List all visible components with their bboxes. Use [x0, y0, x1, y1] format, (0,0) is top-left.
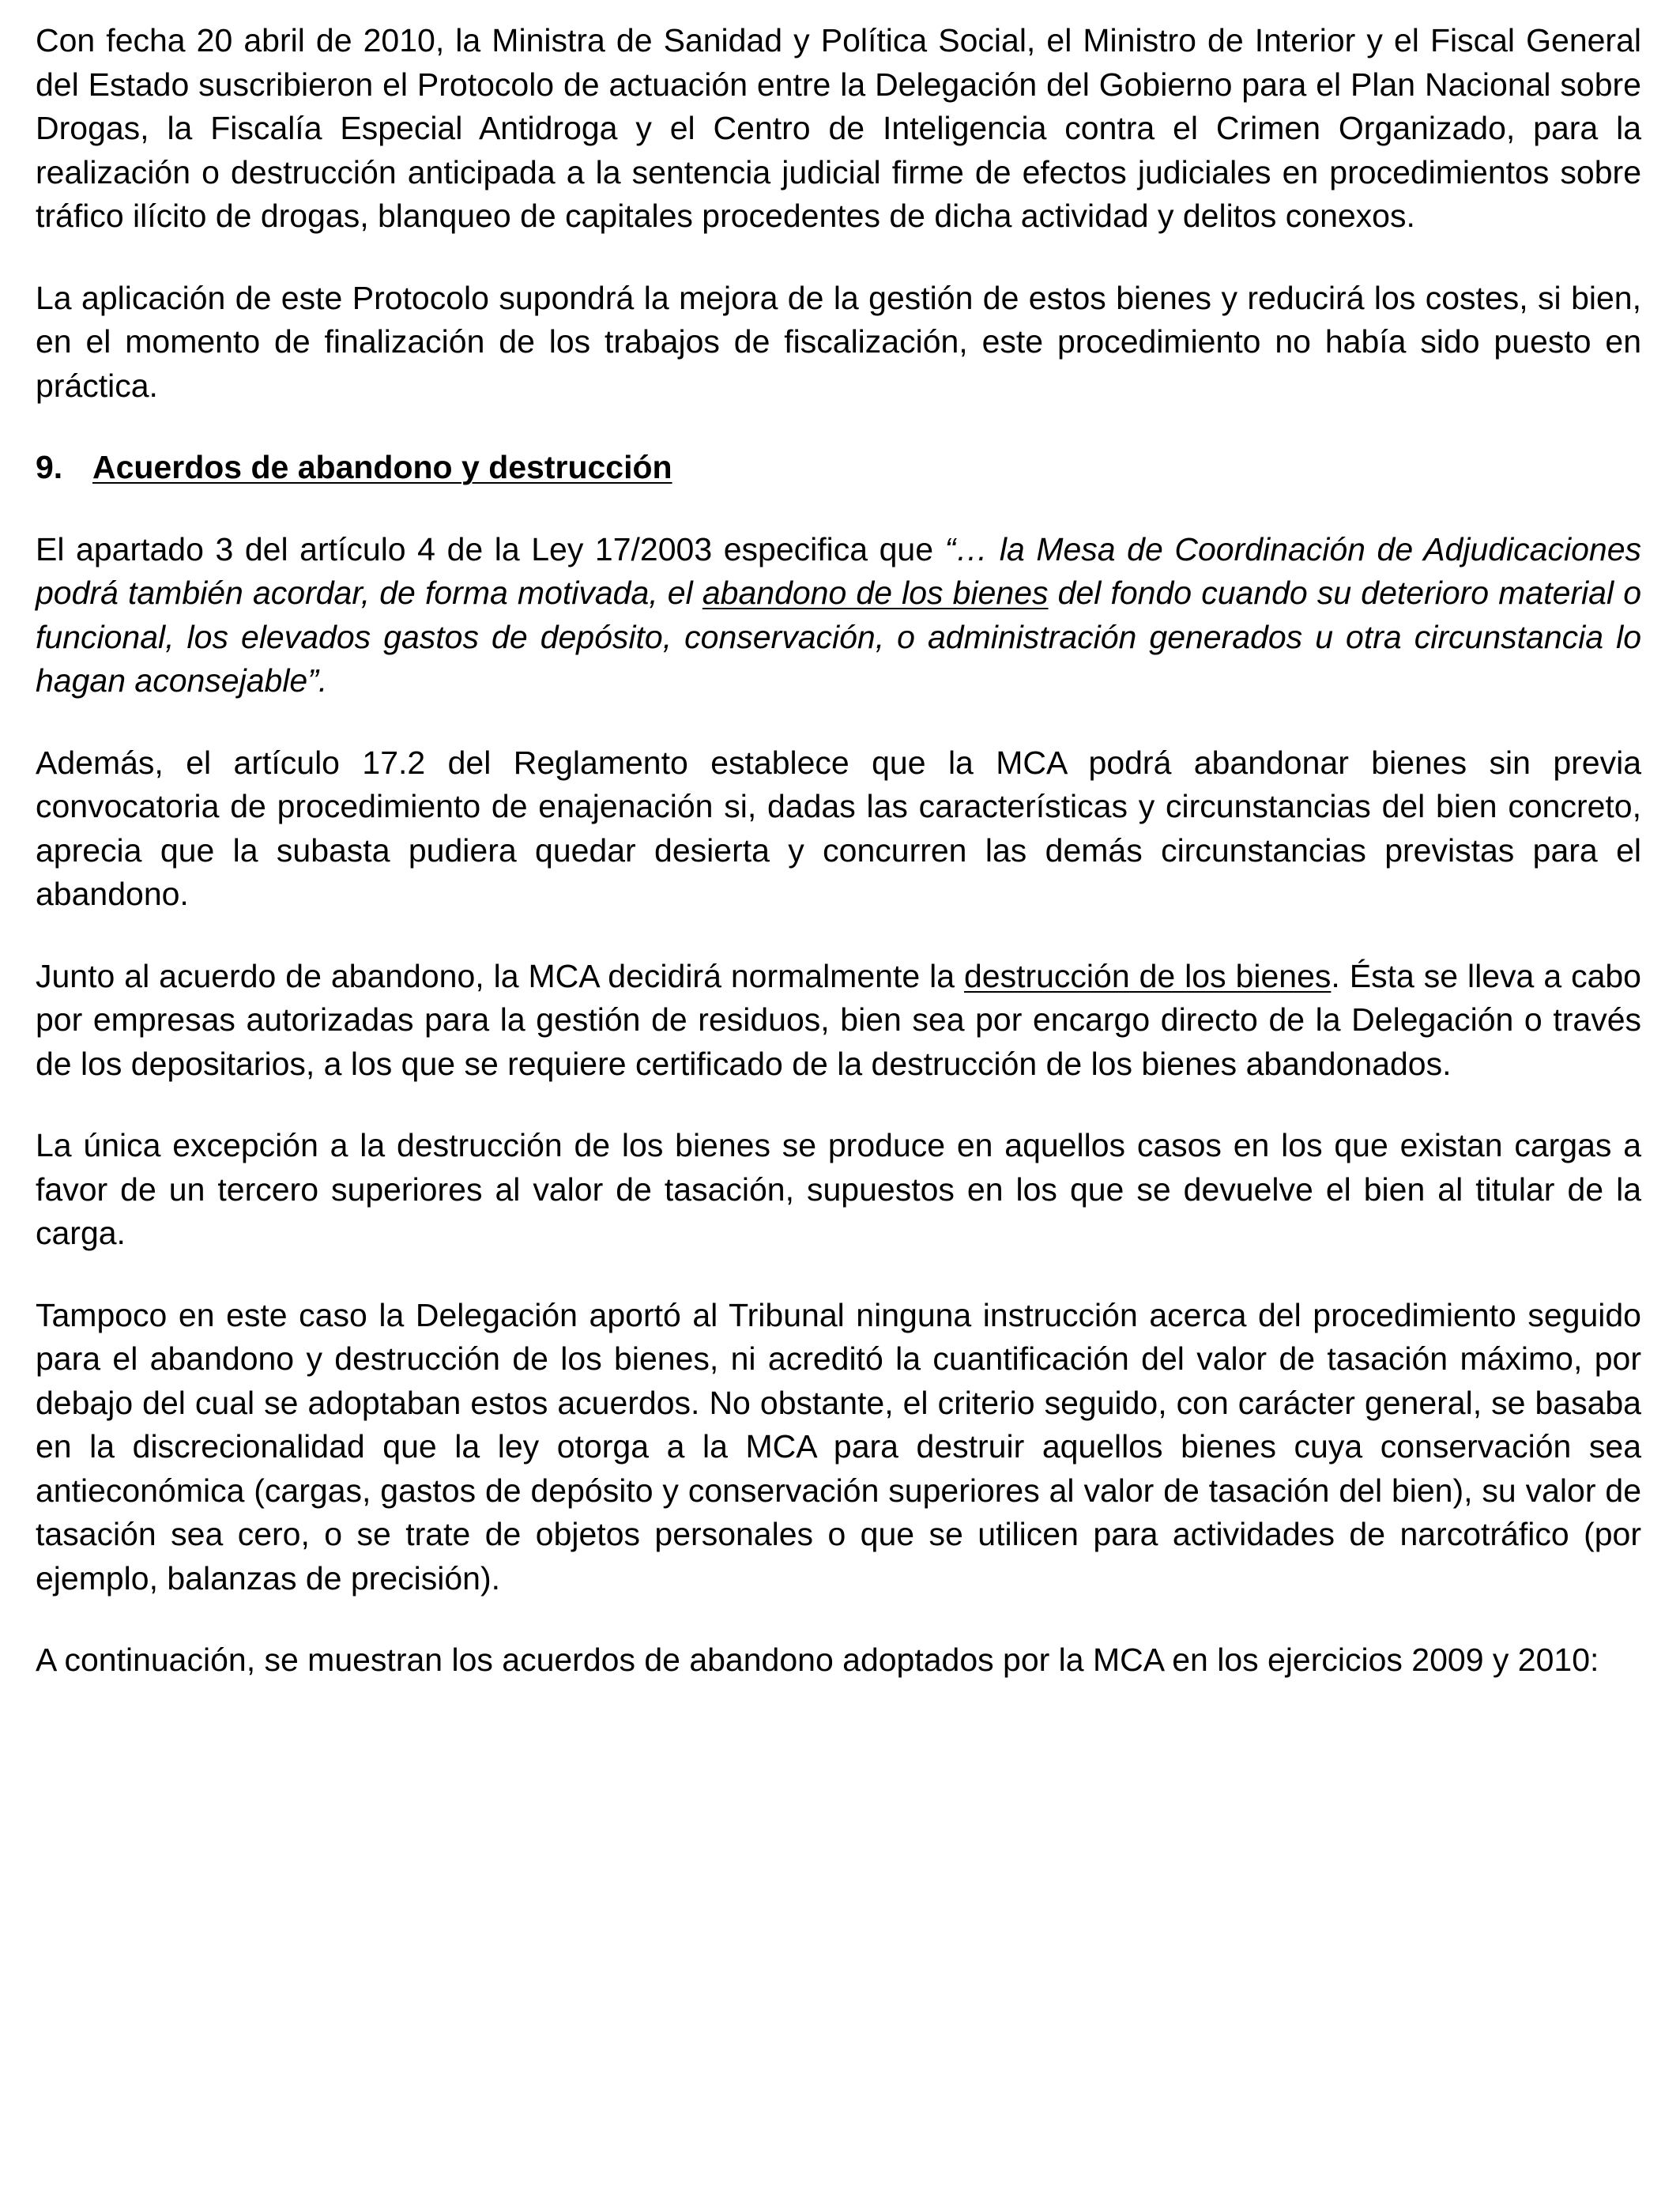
law-quote-underlined: abandono de los bienes [702, 575, 1049, 611]
paragraph-law-article [36, 528, 1641, 703]
paragraph-regulation-article: Además, el artículo 17.2 del Reglamento establece que la MCA podrá abandonar bienes sin previa convocatoria de procedimiento de enajenación si, dadas las características y circunstancias del bien concreto, aprecia que la subasta pudiera quedar desierta y concurren las demás circunstancias previstas para el abandono. [36, 744, 1641, 912]
section-title: Acuerdos de abandono y destrucción [92, 449, 672, 485]
destruction-underlined: destrucción de los bienes [963, 957, 1332, 994]
document-page [36, 19, 1641, 1721]
paragraph-criteria: Tampoco en este caso la Delegación aportó al Tribunal ninguna instrucción acerca del procedimiento seguido para el abandono y destrucción de los bienes, ni acreditó la cuantificación del valor de tasación máximo, por debajo del cual se adoptaban estos acuerdos. No obstante, el criterio seguido, con carácter general, se basaba en la discrecionalidad que la ley otorga a la MCA para destruir aquellos bienes cuya conservación sea antieconómica (cargas, gastos de depósito y conservación superiores al valor de tasación del bien), su valor de tasación sea cero, o se trate de objetos personales o que se utilicen para actividades de narcotráfico (por ejemplo, balanzas de precisión). [36, 1296, 1641, 1596]
paragraph-protocol-application: La aplicación de este Protocolo supondrá la mejora de la gestión de estos bienes y reducirá los costes, si bien, en el momento de finalización de los trabajos de fiscalización, este procedimiento no había sido puesto en práctica. [36, 279, 1641, 404]
paragraph-law-lead: El apartado 3 del artículo 4 de la Ley 17/2003 especifica que [36, 530, 945, 567]
paragraph-destruction [36, 955, 1641, 1087]
paragraph-continuation: A continuación, se muestran los acuerdos de abandono adoptados por la MCA en los ejercicios 2009 y 2010: [36, 1642, 1599, 1678]
law-quote-part-b: del fondo cuando su deterioro material o funcional, los elevados gastos de depósito, conservación, o administración generados u otra circunstancia lo hagan aconsejable”. [36, 575, 1641, 699]
section-heading [36, 446, 1641, 490]
section-number: 9. [36, 449, 63, 485]
law-quote-part-a: “… la Mesa de Coordinación de Adjudicaciones podrá también acordar, de forma motivada, el [36, 530, 1641, 611]
destruction-rest: . Ésta se lleva a cabo por empresas autorizadas para la gestión de residuos, bien sea por encargo directo de la Delegación o través de los depositarios, a los que se requiere certificado de la destrucción de los bienes abandonados. [36, 957, 1641, 1082]
paragraph-protocol-signing: Con fecha 20 abril de 2010, la Ministra de Sanidad y Política Social, el Ministro de Interior y el Fiscal General del Estado suscribieron el Protocolo de actuación entre la Delegación del Gobierno para el Plan Nacional sobre Drogas, la Fiscalía Especial Antidroga y el Centro de Inteligencia contra el Crimen Organizado, para la realización o destrucción anticipada a la sentencia judicial firme de efectos judiciales en procedimientos sobre tráfico ilícito de drogas, blanqueo de capitales procedentes de dicha actividad y delitos conexos. [36, 22, 1641, 234]
destruction-lead: Junto al acuerdo de abandono, la MCA decidirá normalmente la [36, 957, 964, 994]
paragraph-exception: La única excepción a la destrucción de los bienes se produce en aquellos casos en los que existan cargas a favor de un tercero superiores al valor de tasación, supuestos en los que se devuelve el bien al titular de la carga. [36, 1127, 1641, 1251]
